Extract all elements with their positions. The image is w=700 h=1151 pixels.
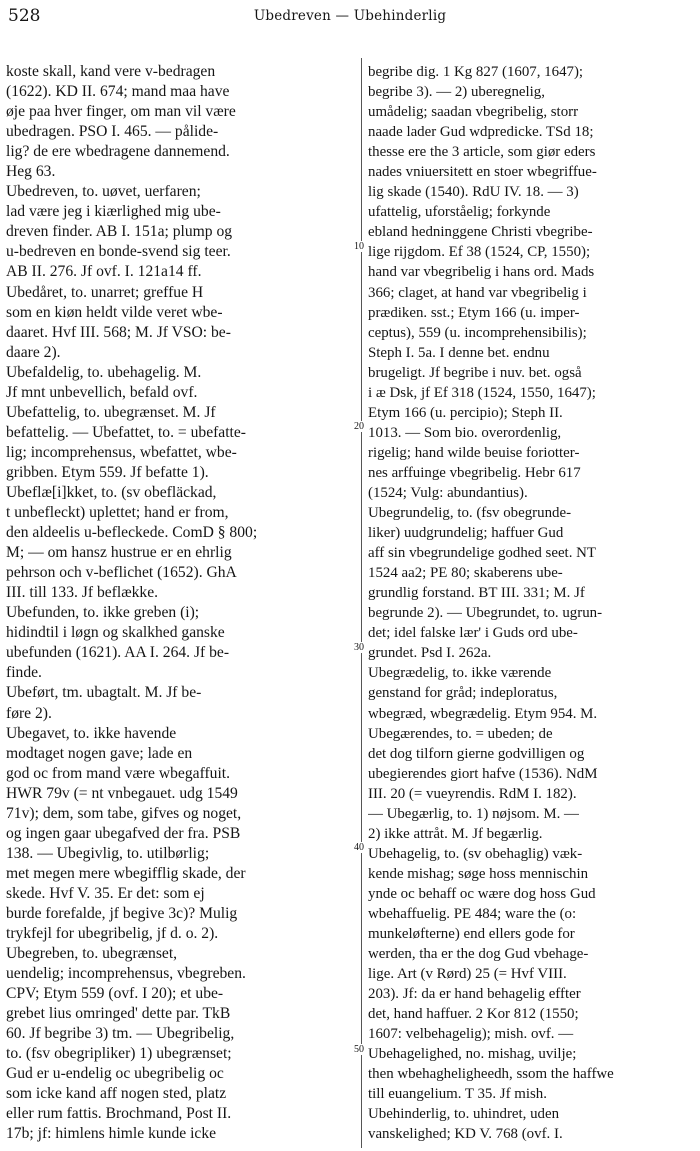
text-line: Ubefaldelig, to. ubehagelig. M. bbox=[6, 363, 202, 381]
line-number: 10 bbox=[354, 241, 364, 252]
text-line: Ubefunden, to. ikke greben (i); bbox=[6, 604, 200, 622]
text-line: Ubegavet, to. ikke havende bbox=[6, 724, 177, 742]
text-line: lige rijgdom. Ef 38 (1524, CP, 1550); bbox=[368, 244, 591, 261]
text-line: 138. — Ubegivlig, to. utilbørlig; bbox=[6, 844, 210, 862]
text-line: — Ubegærlig, to. 1) nøjsom. M. — bbox=[368, 805, 579, 822]
text-line: Ubedreven, to. uøvet, uerfaren; bbox=[6, 183, 201, 201]
text-line: genstand for gråd; indeploratus, bbox=[368, 685, 558, 702]
text-line: 71v); dem, som tabe, gifves og noget, bbox=[6, 804, 242, 822]
text-line: 1013. — Som bio. overordenlig, bbox=[368, 424, 562, 441]
text-line: 1524 aa2; PE 80; skaberens ube- bbox=[368, 565, 563, 582]
text-line: 60. Jf begribe 3) tm. — Ubegribelig, bbox=[6, 1025, 235, 1043]
text-line: vanskelighed; KD V. 768 (ovf. I. bbox=[368, 1126, 563, 1143]
text-line: Ubeflæ[i]kket, to. (sv obefläckad, bbox=[6, 483, 217, 501]
text-line: u-bedreven en bonde-svend sig teer. bbox=[6, 243, 231, 261]
text-line: t unbefleckt) uplettet; hand er from, bbox=[6, 504, 229, 522]
text-line: eller rum fattis. Brochmand, Post II. bbox=[6, 1105, 232, 1123]
text-line: lige. Art (v Rørd) 25 (= Hvf VIII. bbox=[368, 966, 567, 983]
text-line: AB II. 276. Jf ovf. I. 121a14 ff. bbox=[6, 263, 202, 281]
text-line: grundet. Psd I. 262a. bbox=[368, 645, 492, 662]
text-line: det; idel falske lær' i Guds ord ube- bbox=[368, 625, 578, 642]
text-line: Ubegrædelig, to. ikke værende bbox=[368, 665, 552, 682]
text-line: Steph I. 5a. I denne bet. endnu bbox=[368, 344, 550, 361]
text-line: pehrson och v-beflichet (1652). GhA bbox=[6, 564, 237, 582]
text-line: werden, tha er the dog Gud vbehage- bbox=[368, 946, 589, 963]
text-line: HWR 79v (= nt vnbegauet. udg 1549 bbox=[6, 784, 238, 802]
text-line: umådelig; saadan vbegribelig, storr bbox=[368, 104, 579, 121]
text-line: Ubeført, tm. ubagtalt. M. Jf be- bbox=[6, 684, 202, 702]
line-number: 50 bbox=[354, 1044, 364, 1055]
text-line: det, hand haffuer. 2 Kor 812 (1550; bbox=[368, 1006, 579, 1023]
line-number: 30 bbox=[354, 642, 364, 653]
text-line: skede. Hvf V. 35. Er det: som ej bbox=[6, 884, 205, 902]
text-line: hidindtil i løgn og skalkhed ganske bbox=[6, 624, 225, 642]
text-line: Gud er u-endelig oc ubegribelig oc bbox=[6, 1065, 224, 1083]
text-line: Ubegreben, to. ubegrænset, bbox=[6, 945, 178, 963]
text-line: grundlig forstand. BT III. 331; M. Jf bbox=[368, 585, 585, 602]
column-rule bbox=[361, 58, 362, 1148]
running-head: Ubedreven — Ubehinderlig bbox=[253, 8, 447, 24]
text-line: rigelig; hand wilde beuise foriotter- bbox=[368, 444, 580, 461]
text-line: ubedragen. PSO I. 465. — pålide- bbox=[6, 123, 219, 141]
text-line: lig? de ere wbedragene dannemend. bbox=[6, 143, 230, 161]
right-column bbox=[368, 62, 698, 1145]
text-line: befattelig. — Ubefattet, to. = ubefatte- bbox=[6, 423, 247, 441]
text-line: (1622). KD II. 674; mand maa have bbox=[6, 83, 230, 101]
text-line: begribe 3). — 2) uberegnelig, bbox=[368, 84, 545, 101]
page-number: 528 bbox=[8, 6, 41, 26]
text-line: trykfejl for ubegribelig, jf d. o. 2). bbox=[6, 925, 219, 943]
text-line: ynde oc behaff oc wære dog hoss Gud bbox=[368, 885, 596, 902]
text-line: kende mishag; søge hoss mennischin bbox=[368, 865, 589, 882]
text-line: modtaget nogen gave; lade en bbox=[6, 744, 193, 762]
text-line: finde. bbox=[6, 664, 42, 682]
text-line: ubegierendes giort hafve (1536). NdM bbox=[368, 765, 598, 782]
text-line: den aldeelis u-befleckede. ComD § 800; bbox=[6, 524, 258, 542]
text-line: Jf mnt unbevellich, befald ovf. bbox=[6, 383, 198, 401]
text-line: Heg 63. bbox=[6, 163, 56, 181]
text-line: koste skall, kand vere v-bedragen bbox=[6, 63, 216, 80]
text-line: Ubehagelig, to. (sv obehaglig) væk- bbox=[368, 845, 583, 862]
text-line: nes arffuinge vbegribelig. Hebr 617 bbox=[368, 464, 581, 481]
text-line: thesse ere the 3 article, som giør eders bbox=[368, 144, 596, 161]
text-line: M; — om hansz hustrue er en ehrlig bbox=[6, 544, 232, 562]
text-line: then wbehagheligheedh, ssom the haffwe bbox=[368, 1066, 614, 1083]
text-line: ebland hedninggene Christi vbegribe- bbox=[368, 224, 593, 241]
text-line: 2) ikke attråt. M. Jf begærlig. bbox=[368, 825, 543, 842]
text-line: Ubegærendes, to. = ubeden; de bbox=[368, 725, 553, 742]
text-line: Ubehagelighed, no. mishag, uvilje; bbox=[368, 1046, 577, 1063]
text-line: 1607: velbehagelig); mish. ovf. — bbox=[368, 1026, 574, 1043]
text-line: liker) uudgrundelig; haffuer Gud bbox=[368, 525, 564, 542]
text-line: daaret. Hvf III. 568; M. Jf VSO: be- bbox=[6, 323, 231, 341]
text-line: brugeligt. Jf begribe i nuv. bet. også bbox=[368, 364, 582, 381]
text-line: daare 2). bbox=[6, 343, 61, 361]
text-line: uendelig; incomprehensus, vbegreben. bbox=[6, 965, 246, 983]
text-line: to. (fsv obegripliker) 1) ubegrænset; bbox=[6, 1045, 232, 1063]
text-line: wbehaffuelig. PE 484; ware the (o: bbox=[368, 905, 577, 922]
text-line: burde forefalde, jf begive 3c)? Mulig bbox=[6, 904, 238, 922]
text-line: øje paa hver finger, om man vil være bbox=[6, 103, 236, 121]
text-line: III. till 133. Jf beflække. bbox=[6, 584, 159, 602]
text-line: met megen mere wbegifflig skade, der bbox=[6, 864, 246, 882]
text-line: ubefunden (1621). AA I. 264. Jf be- bbox=[6, 644, 230, 662]
text-line: lig; incomprehensus, wbefattet, wbe- bbox=[6, 443, 237, 461]
text-line: lad være jeg i kiærlighed mig ube- bbox=[6, 203, 221, 221]
text-line: det dog tilforn gierne godvilligen og bbox=[368, 745, 585, 762]
text-line: lig skade (1540). RdU IV. 18. — 3) bbox=[368, 184, 579, 201]
text-line: prædiken. sst.; Etym 166 (u. imper- bbox=[368, 304, 580, 321]
line-number: 40 bbox=[354, 842, 364, 853]
text-line: i æ Dsk, jf Ef 318 (1524, 1550, 1647); bbox=[368, 384, 596, 401]
text-line: ceptus), 559 (u. incomprehensibilis); bbox=[368, 324, 587, 341]
line-number: 20 bbox=[354, 421, 364, 432]
text-line: Ubefattelig, to. ubegrænset. M. Jf bbox=[6, 403, 216, 421]
text-line: god oc from mand være wbegaffuit. bbox=[6, 764, 231, 782]
text-line: dreven finder. AB I. 151a; plump og bbox=[6, 223, 233, 241]
text-line: naade lader Gud wdpredicke. TSd 18; bbox=[368, 124, 594, 141]
text-line: Etym 166 (u. percipio); Steph II. bbox=[368, 404, 563, 421]
text-line: aff sin vbegrundelige godhed seet. NT bbox=[368, 545, 596, 562]
text-line: munkeløfterne) end ellers gode for bbox=[368, 926, 575, 943]
text-line: 17b; jf: himlens himle kunde icke bbox=[6, 1125, 217, 1143]
text-line: Ubedåret, to. unarret; greffue H bbox=[6, 283, 204, 301]
text-line: Ubegrundelig, to. (fsv obegrunde- bbox=[368, 505, 572, 522]
text-line: begribe dig. 1 Kg 827 (1607, 1647); bbox=[368, 64, 584, 80]
text-line: till euangelium. T 35. Jf mish. bbox=[368, 1086, 547, 1103]
text-line: ufattelig, uforståelig; forkynde bbox=[368, 204, 551, 221]
text-line: som icke kand aff nogen sted, platz bbox=[6, 1085, 227, 1103]
text-line: begrunde 2). — Ubegrundet, to. ugrun- bbox=[368, 605, 603, 622]
text-line: grebet lius omringed' dette par. TkB bbox=[6, 1005, 231, 1023]
text-line: 366; claget, at hand var vbegribelig i bbox=[368, 284, 587, 301]
text-line: Ubehinderlig, to. uhindret, uden bbox=[368, 1106, 560, 1123]
text-line: CPV; Etym 559 (ovf. I 20); et ube- bbox=[6, 985, 224, 1003]
text-line: hand var vbegribelig i hans ord. Mads bbox=[368, 264, 595, 281]
text-line: wbegræd, wbegrædelig. Etym 954. M. bbox=[368, 705, 598, 722]
left-column bbox=[6, 62, 351, 1145]
text-line: gribben. Etym 559. Jf befatte 1). bbox=[6, 463, 209, 481]
text-line: (1524; Vulg: abundantius). bbox=[368, 484, 528, 501]
text-line: nades vniuersitett en stoer wbegriffue- bbox=[368, 164, 597, 181]
text-line: III. 20 (= vueyrendis. RdM I. 182). bbox=[368, 785, 577, 802]
text-line: og ingen gaar ubegafved der fra. PSB bbox=[6, 824, 241, 842]
text-line: 203). Jf: da er hand behagelig effter bbox=[368, 986, 581, 1003]
text-line: som en kiøn heldt vilde veret wbe- bbox=[6, 303, 223, 321]
text-line: føre 2). bbox=[6, 704, 52, 722]
